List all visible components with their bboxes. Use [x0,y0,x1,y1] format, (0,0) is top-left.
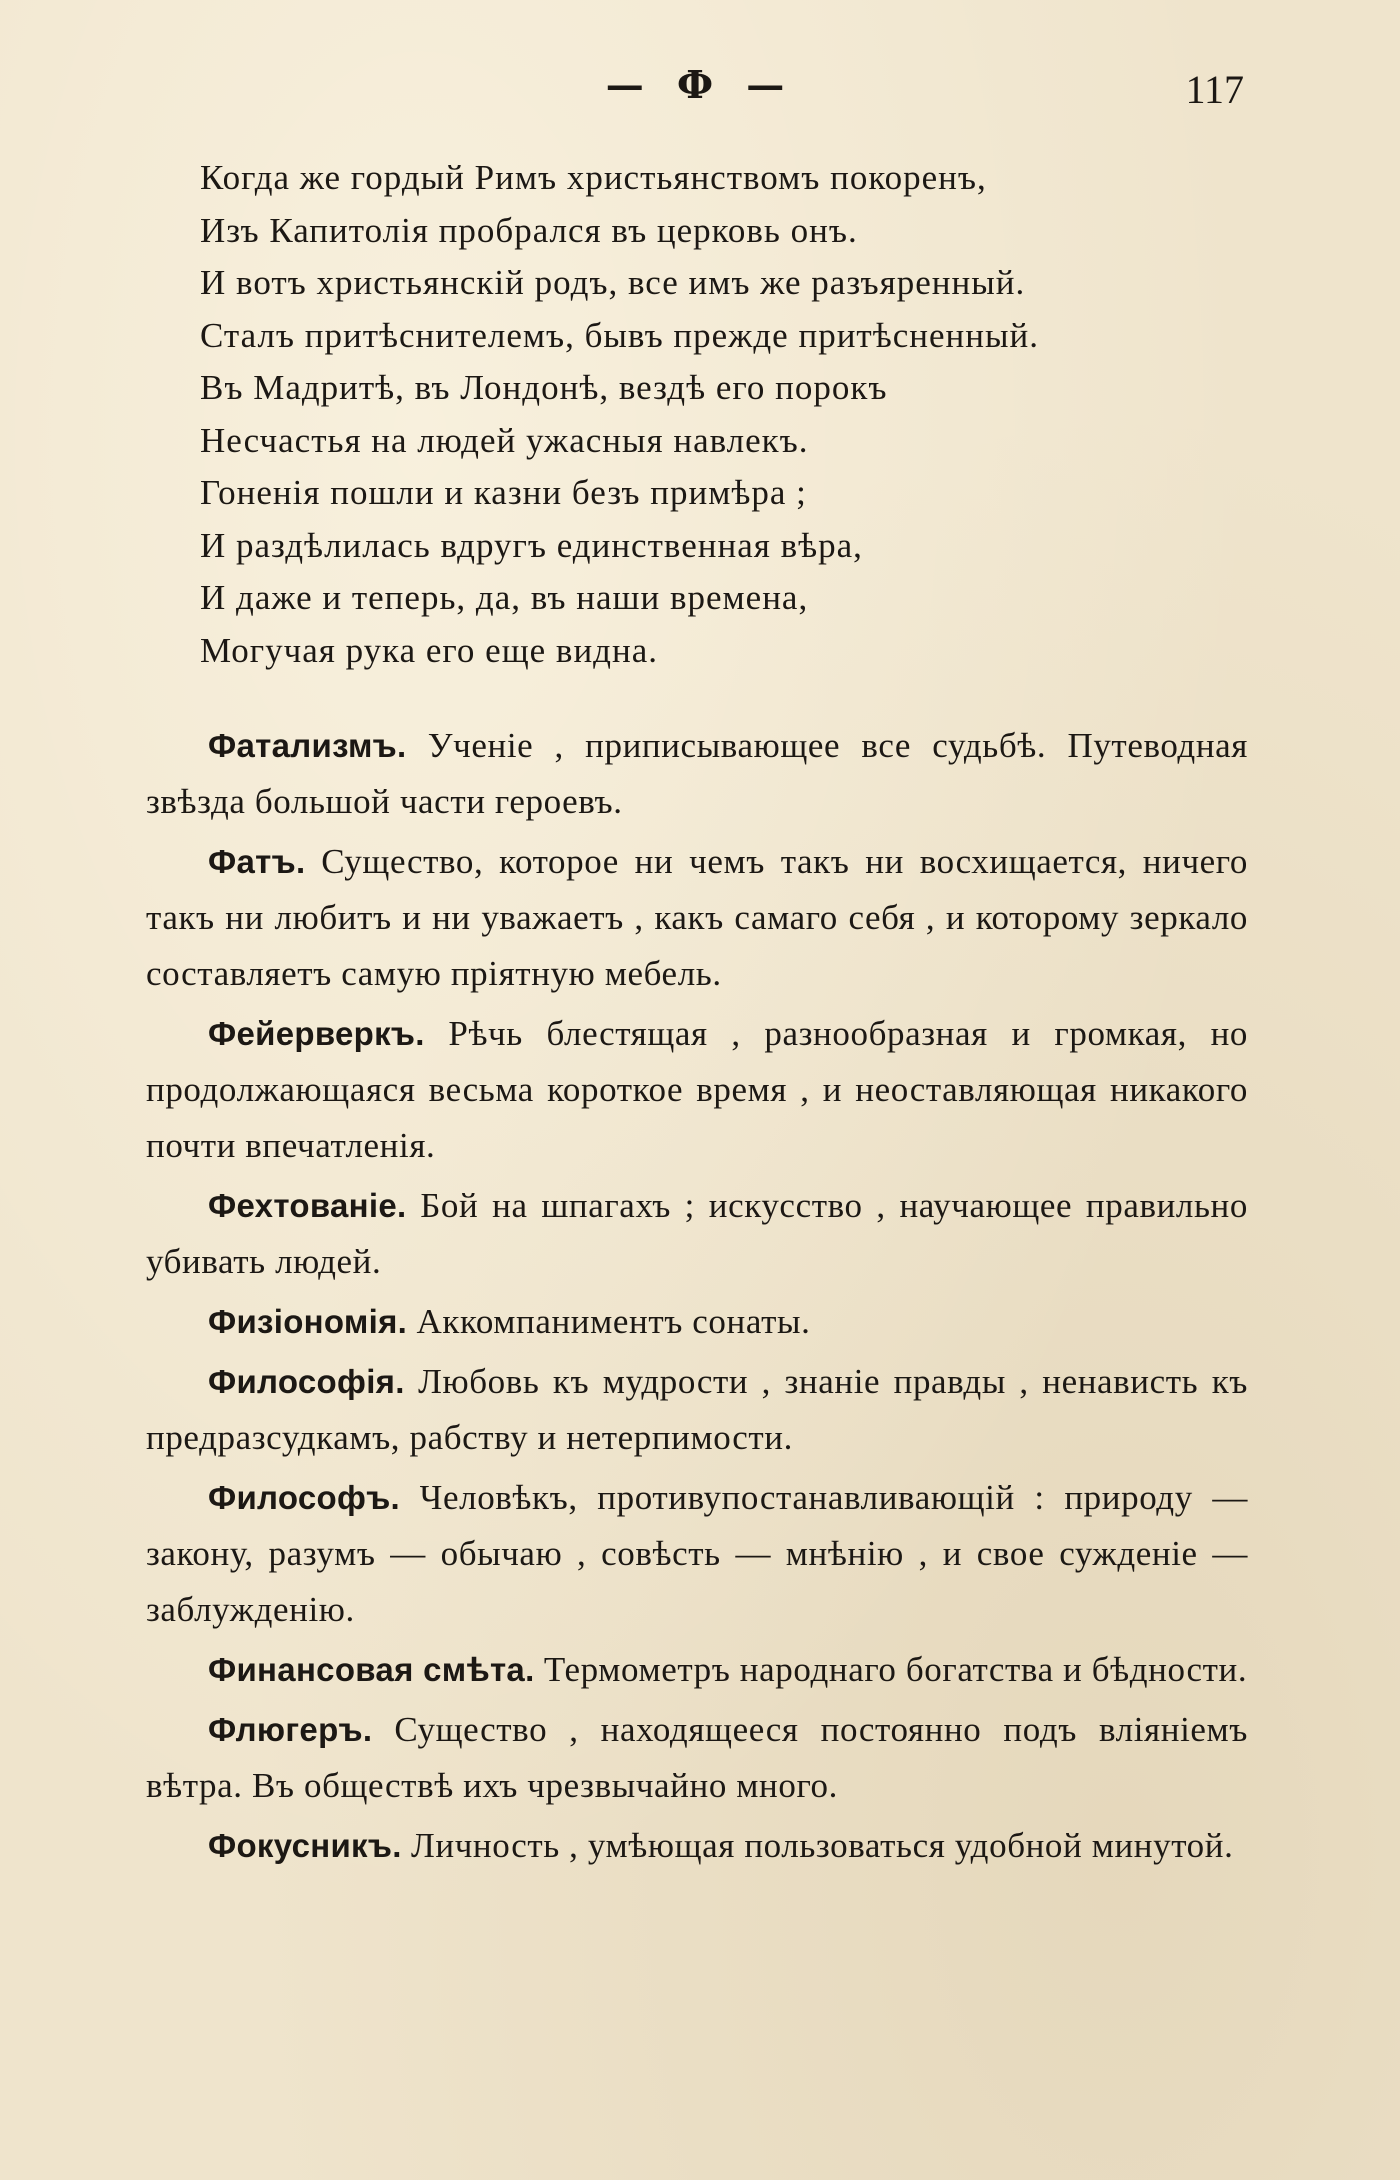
verse-line: Сталъ притѣснителемъ, бывъ прежде притѣсненный. [200,315,1039,355]
entry-term: Флюгеръ. [208,1711,373,1748]
entry-definition: Термометръ народнаго богатства и бѣдности. [543,1650,1248,1689]
entry-definition: Личность , умѣющая пользоваться удобной минутой. [411,1826,1234,1865]
entry-term: Фехтованіе. [208,1187,407,1224]
verse-line: И даже и теперь, да, въ наши времена, [200,578,809,617]
verse-line: Могучая рука его еще видна. [200,630,659,670]
entry-definition: Существо , находящееся постоянно подъ вліяніемъ вѣтра. Въ обществѣ ихъ чрезвычайно много. [146,1710,1248,1805]
entry-fatalism [146,718,1248,830]
entry-term: Фатализмъ. [208,727,407,764]
entry-definition: Рѣчь блестящая , разнообразная и громкая, но продолжающаяся весьма короткое время , и неоставляющая никакого почти впечатленія. [146,1014,1248,1165]
page-number: 117 [1185,67,1244,112]
dictionary-entries [146,718,1248,1878]
verse-block [200,152,1260,677]
entry-filosofiya [146,1354,1248,1466]
page-header [0,62,1400,122]
verse-line: Когда же гордый Римъ христьянствомъ покоренъ, [200,158,987,197]
entry-flyuger [146,1702,1248,1814]
entry-fat [146,834,1248,1002]
entry-term: Философія. [208,1363,405,1400]
entry-fizionomiya [146,1294,1248,1350]
entry-term: Физіономія. [208,1303,408,1340]
entry-feierverk [146,1006,1248,1174]
verse-line: Изъ Капитолія пробрался въ церковь онъ. [200,210,858,250]
entry-definition: Человѣкъ, противупостанавливающій : природу — закону, разумъ — обычаю , совѣсть — мнѣнію , и свое сужденіе — заблужденію. [146,1478,1249,1629]
verse-line: Въ Мадритѣ, въ Лондонѣ, вездѣ его порокъ [200,368,888,407]
entry-term: Фейерверкъ. [208,1015,425,1052]
verse-line: И вотъ христьянскій родъ, все имъ же разъяренный. [200,263,1026,302]
entry-filosof [146,1470,1248,1638]
entry-finansovaya-smeta [146,1642,1248,1698]
entry-definition: Существо, которое ни чемъ такъ ни восхищается, ничего такъ ни любитъ и ни уважаетъ , какъ самаго себя , и которому зеркало составляетъ самую пріятную мебель. [146,842,1248,993]
entry-term: Фокусникъ. [208,1827,402,1864]
entry-fokusnik [146,1818,1248,1874]
entry-fekhtovanie [146,1178,1248,1290]
running-head: — Ф — [605,62,795,107]
verse-line: Несчастья на людей ужасныя навлекъ. [200,420,809,460]
entry-definition: Аккомпаниментъ сонаты. [416,1302,811,1341]
entry-term: Фатъ. [208,843,306,880]
verse-line: Гоненія пошли и казни безъ примѣра ; [200,473,807,512]
entry-term: Финансовая смѣта. [208,1651,535,1688]
entry-definition: Бой на шпагахъ ; искусство , научающее правильно убивать людей. [146,1186,1248,1281]
entry-term: Философъ. [208,1479,401,1516]
entry-definition: Любовь къ мудрости , знаніе правды , ненависть къ предразсудкамъ, рабству и нетерпимости. [146,1362,1249,1457]
verse-line: И раздѣлилась вдругъ единственная вѣра, [200,525,863,565]
entry-definition: Ученіе , приписывающее все судьбѣ. Путеводная звѣзда большой части героевъ. [146,726,1249,821]
